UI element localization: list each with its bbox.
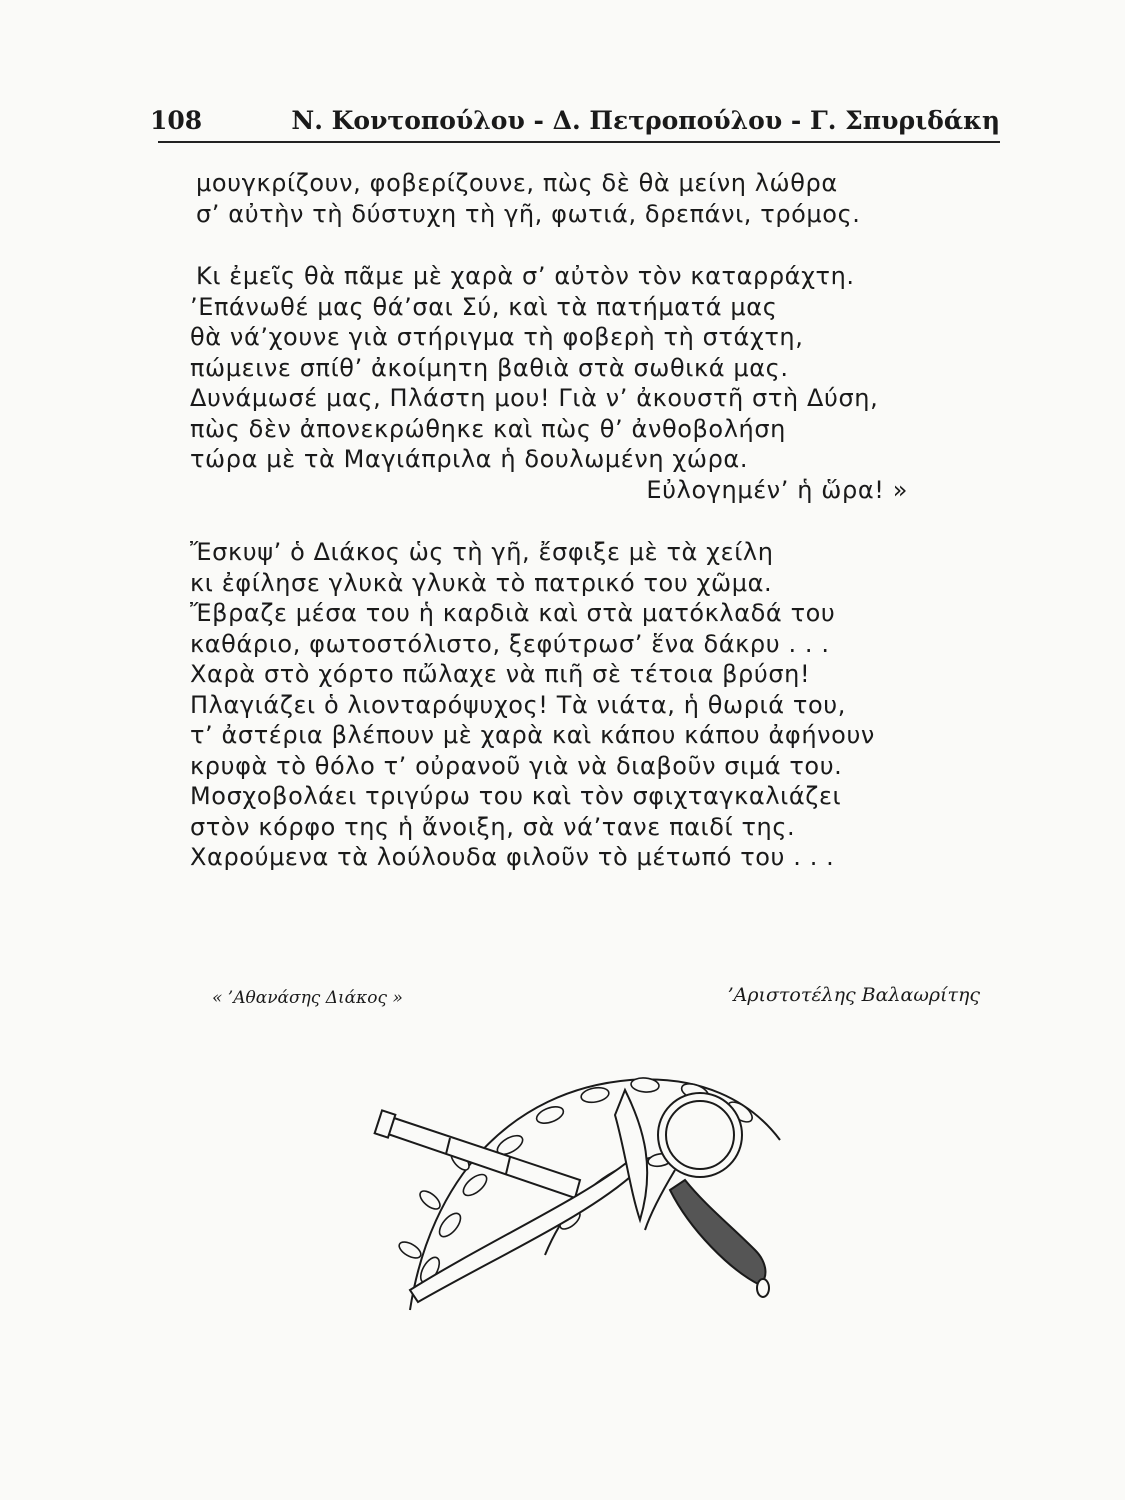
poem-line: τ’ ἀστέρια βλέπουν μὲ χαρὰ καὶ κάπου κάπου ἀφήνουν: [190, 721, 875, 749]
page-number: 108: [150, 106, 203, 135]
header-rule: [158, 141, 1000, 143]
poem-line: Κι ἐμεῖς θὰ πᾶμε μὲ χαρὰ σ’ αὐτὸν τὸν καταρράχτη.: [196, 262, 855, 290]
poem-line: στὸν κόρφο της ἡ ἄνοιξη, σὰ νά’τανε παιδί της.: [190, 812, 796, 841]
poem-line: Μοσχοβολάει τριγύρω του καὶ τὸν σφιχταγκαλιάζει: [190, 782, 842, 810]
poem-line: κρυφὰ τὸ θόλο τ’ οὐρανοῦ γιὰ νὰ διαβοῦν σιμά του.: [190, 751, 843, 780]
poem-line: καθάριο, φωτοστόλιστο, ξεφύτρωσ’ ἕνα δάκρυ . . .: [190, 629, 830, 658]
page-header: [150, 100, 1000, 142]
author-name: ’Αριστοτέλης Βαλαωρίτης: [727, 984, 980, 1006]
poem-line: Δυνάμωσέ μας, Πλάστη μου! Γιὰ ν’ ἀκουστῆ στὴ Δύση,: [190, 384, 879, 412]
running-head: Ν. Κοντοπούλου - Δ. Πετροπούλου - Γ. Σπυριδάκη: [291, 106, 1000, 135]
poem-line: Ἔσκυψ’ ὁ Διάκος ὡς τὴ γῆ, ἔσφιξε μὲ τὰ χείλη: [190, 538, 774, 566]
laurel-sword-emblem-icon: [370, 1020, 800, 1320]
poem-line: Ἔβραζε μέσα του ἡ καρδιὰ καὶ στὰ ματόκλαδά του: [190, 599, 836, 627]
poem-line: Πλαγιάζει ὁ λιονταρόψυχος! Τὰ νιάτα, ἡ θωριά του,: [190, 690, 846, 719]
poem-line: ’Επάνωθέ μας θά’σαι Σύ, καὶ τὰ πατήματά μας: [190, 292, 778, 321]
poem-line: κι ἐφίλησε γλυκὰ γλυκὰ τὸ πατρικό του χῶμα.: [190, 568, 773, 597]
poem-line: Χαρούμενα τὰ λούλουδα φιλοῦν τὸ μέτωπό του . . .: [190, 843, 835, 871]
poem-line: πὼς δὲν ἀπονεκρώθηκε καὶ πὼς θ’ ἀνθοβολήση: [190, 414, 786, 443]
source-title: « ’Αθανάσης Διάκος »: [212, 988, 403, 1008]
credits: [200, 980, 980, 1010]
poem-line: σ’ αὐτὴν τὴ δύστυχη τὴ γῆ, φωτιά, δρεπάνι, τρόμος.: [196, 199, 861, 228]
poem-line: μουγκρίζουν, φοβερίζουνε, πὼς δὲ θὰ μείνη λώθρα: [196, 169, 838, 197]
poem-line: Χαρὰ στὸ χόρτο πὤλαχε νὰ πιῆ σὲ τέτοια βρύση!: [190, 660, 811, 688]
poem-closing-line: Εὐλογημέν’ ἡ ὥρα! »: [646, 475, 908, 504]
poem-text: [190, 168, 930, 873]
poem-line: πώμεινε σπίθ’ ἀκοίμητη βαθιὰ στὰ σωθικά μας.: [190, 353, 789, 382]
poem-line: τώρα μὲ τὰ Μαγιάπριλα ἡ δουλωμένη χώρα.: [190, 445, 749, 473]
poem-line: θὰ νά’χουνε γιὰ στήριγμα τὴ φοβερὴ τὴ στάχτη,: [190, 323, 804, 351]
